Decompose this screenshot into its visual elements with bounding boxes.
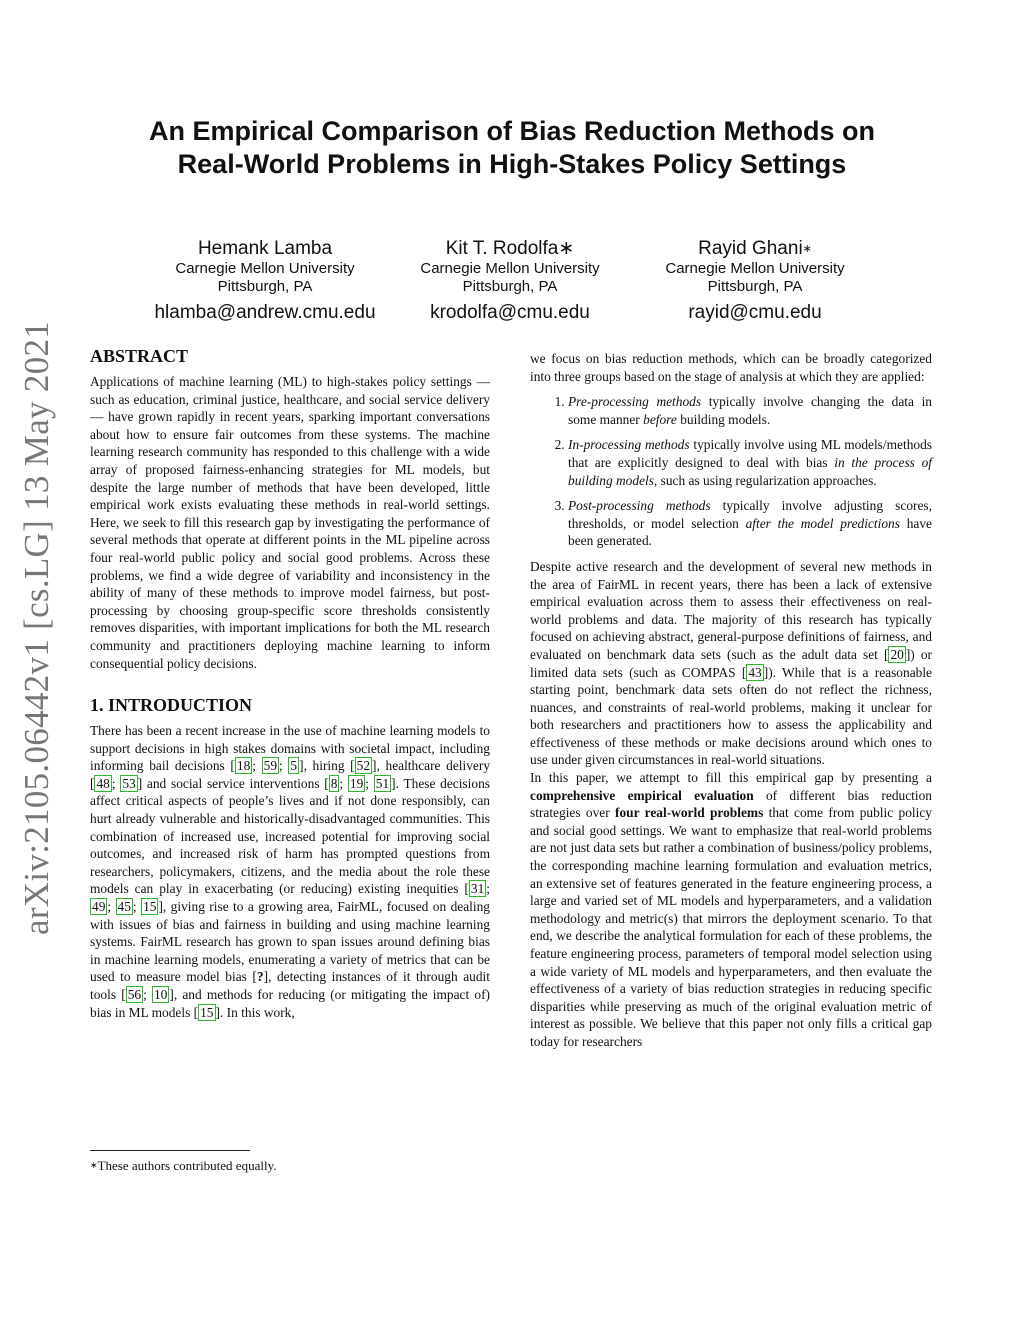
citation-link[interactable]: 20 xyxy=(890,646,904,662)
citation-link[interactable]: 19 xyxy=(349,775,364,791)
introduction-heading: 1. INTRODUCTION xyxy=(90,695,253,716)
text-run: ; xyxy=(252,758,262,774)
author-name: Rayid Ghani xyxy=(698,238,803,259)
methods-intro-paragraph: we focus on bias reduction methods, which can be broadly categorized into three groups based on the stage of analysis at which they are applied: xyxy=(530,351,932,384)
text-run: ], and methods for reducing (or mitigating the impact of) bias in ML models [ xyxy=(90,987,490,1020)
citation-link[interactable]: 52 xyxy=(356,758,371,774)
text-run: typically involve using ML models/methods that are explicitly designed to deal with bias xyxy=(568,437,932,470)
methods-list xyxy=(530,393,932,550)
abstract-heading: ABSTRACT xyxy=(90,346,189,366)
footnote xyxy=(90,1157,490,1174)
text-run: In this paper, we attempt to fill this empirical gap by presenting a xyxy=(530,770,932,786)
author-email[interactable]: krodolfa@cmu.edu xyxy=(430,302,590,323)
footnote-rule xyxy=(90,1150,250,1151)
text-run: ; xyxy=(107,899,116,915)
author-affiliation: Carnegie Mellon University xyxy=(420,260,600,277)
list-item xyxy=(568,393,932,428)
text-run: ]) or limited data sets (such as COMPAS [ xyxy=(530,646,933,680)
text-run: of different bias reduction strategies over xyxy=(530,787,932,821)
citation-link[interactable]: 51 xyxy=(375,775,390,791)
citation-link[interactable]: 59 xyxy=(263,758,278,774)
citation-link[interactable]: 53 xyxy=(122,775,136,791)
author-email[interactable]: rayid@cmu.edu xyxy=(688,302,822,323)
author-block-1 xyxy=(135,238,395,324)
text-run: ]. In this work, xyxy=(215,1004,295,1020)
text-run: ; xyxy=(132,899,142,915)
text-run: ; xyxy=(365,775,374,791)
emphasis: in the process of building models xyxy=(568,454,932,488)
citation-link[interactable]: 10 xyxy=(153,987,168,1002)
bold-phrase: four real-world problems xyxy=(615,805,764,821)
text-run: ] and social service interventions [ xyxy=(137,775,329,791)
text-run: ], healthcare delivery [ xyxy=(90,758,491,791)
text-run: There has been a recent increase in the use of machine learning models to support decisions in high stakes domains with societal impact, including informing bail decisions xyxy=(90,723,490,774)
text-run: , such as using regularization approaches. xyxy=(653,472,877,488)
author-affiliation: Carnegie Mellon University xyxy=(175,260,355,277)
text-run: ; xyxy=(143,987,152,1002)
text-run: [ xyxy=(230,758,235,774)
bold-phrase: comprehensive empirical evaluation xyxy=(530,787,754,803)
emphasis: after the model predictions xyxy=(745,515,900,531)
footnote-text: These authors contributed equally. xyxy=(97,1158,277,1173)
list-item xyxy=(568,497,932,550)
left-column xyxy=(90,345,490,1021)
text-run: have been generated. xyxy=(568,515,932,549)
citation-link[interactable]: 15 xyxy=(143,899,157,915)
citation-link[interactable]: 45 xyxy=(117,899,131,915)
citation-link[interactable]: 18 xyxy=(236,758,251,774)
author-location: Pittsburgh, PA xyxy=(462,278,558,295)
title-line-2: Real-World Problems in High-Stakes Policy Settings xyxy=(177,149,847,179)
author-affiliation: Carnegie Mellon University xyxy=(665,260,845,277)
citation-link[interactable]: 8 xyxy=(330,775,338,791)
list-item xyxy=(568,436,932,489)
author-name: Kit T. Rodolfa xyxy=(445,238,559,259)
arxiv-identifier: arXiv:2105.06442v1 [cs.LG] 13 May 2021 xyxy=(17,320,56,935)
author-block-3 xyxy=(625,238,885,324)
text-run: typically involve adjusting scores, thresholds, or model selection xyxy=(568,498,932,531)
citation-link[interactable]: 48 xyxy=(96,775,110,791)
method-term: Pre-processing methods xyxy=(568,394,702,410)
author-block-2 xyxy=(380,238,640,324)
paper-title xyxy=(0,115,1024,181)
text-run: ]. These decisions affect critical aspects of people’s lives and if not done responsibly, can hurt already vulnerable and historically-disadvantaged communities. This combination of increased use, increased potential for improving social outcomes, and increased risk of harm has prompted questions from researchers, policymakers, citizens, and the media about the role these models can play in exacerbating (or reducing) existing inequities [ xyxy=(90,775,491,897)
motivation-paragraph xyxy=(530,558,932,769)
text-run: typically involve changing the data in some manner xyxy=(568,394,932,427)
abstract-text: Applications of machine learning (ML) to high-stakes policy settings — such as education, criminal justice, healthcare, and social service delivery — have grown rapidly in recent years, sparking important conversations about how to ensure fair outcomes from these systems. The machine learning research community has responded to this challenge with a wide array of proposed fairness-enhancing strategies for ML models, but despite the large number of methods that have been developed, little empirical work exists evaluating these methods in real-world settings. Here, we seek to fill this research gap by investigating the performance of several methods that operate at different points in the ML pipeline across four real-world public policy and social good problems. Across these problems, we find a wide degree of variability and inconsistency in the ability of many of these methods to improve model fairness, but post-processing by choosing group-specific score thresholds consistently removes disparities, with important implications for both the ML research community and practitioners deploying machine learning to inform consequential policy decisions. xyxy=(90,374,490,671)
author-name-line xyxy=(625,238,885,260)
right-column xyxy=(530,350,932,1051)
introduction-paragraph xyxy=(90,722,490,1021)
citation-link[interactable]: 5 xyxy=(290,758,298,774)
text-run: ]). While that is a reasonable starting point, benchmark data sets often do not reflect the richness, nuances, and constraints of real-world problems, making it unclear for both researchers and practitioners how to assess the applicability and effectiveness of these methods or make decisions around which ones to use under given circumstances in real-world situations. xyxy=(530,664,933,768)
text-run: building models. xyxy=(676,411,771,427)
text-run: ; xyxy=(486,881,490,897)
text-run: that come from public policy and social good settings. We want to emphasize that real-world problems are not just data sets but rather a combination of business/policy problems, the corresponding machine learning formulation and evaluation metrics, an extensive set of features generated in the feature engineering process, a large and varied set of ML models and hyperparameters, and a validation methodology and metric(s) that mirrors the deployment scenario. To that end, we describe the analytical formulation for each of these problems, the feature engineering process, parameters of temporal model selection using a wide variety of ML models and hyperparameters, and then evaluate the effectiveness of a variety of bias reduction strategies in reducing specific disparities while preserving as much of the original evaluation metric of interest as possible. We believe that this paper not only fills a critical gap today for researchers xyxy=(530,805,932,1049)
citation-link[interactable]: 31 xyxy=(470,881,485,897)
citation-link[interactable]: 15 xyxy=(200,1004,214,1020)
author-location: Pittsburgh, PA xyxy=(217,278,313,295)
text-run: Despite active research and the development of several new methods in the area of FairML in recent years, there has been a lack of extensive empirical evaluation across them to assess their effectiveness on real-world problems and data. The majority of this research has typically focused on achieving abstract, general-purpose definitions of fairness, and evaluated on benchmark data sets (such as the adult data set [ xyxy=(530,558,932,662)
emphasis: before xyxy=(643,411,677,427)
citation-unresolved: ? xyxy=(256,969,264,985)
contribution-paragraph xyxy=(530,769,932,1051)
author-location: Pittsburgh, PA xyxy=(707,278,803,295)
method-term: Post-processing methods xyxy=(568,498,711,514)
equal-contribution-mark: ∗ xyxy=(558,238,575,259)
text-run: ], giving rise to a growing area, FairML, focused on dealing with issues of bias and fairness in building and using machine learning systems. FairML research has grown to span issues around defining bias in machine learning models, enumerating a variety of metrics that can be used to measure model bias [ xyxy=(90,899,490,985)
text-run: ; xyxy=(339,775,348,791)
method-term: In-processing methods xyxy=(568,437,690,453)
text-run: ], hiring [ xyxy=(299,758,355,774)
citation-link[interactable]: 43 xyxy=(748,664,762,680)
citation-link[interactable]: 49 xyxy=(92,899,106,915)
footnote-mark: ∗ xyxy=(90,1160,98,1170)
text-run: ; xyxy=(111,775,121,791)
title-line-1: An Empirical Comparison of Bias Reduction Methods on xyxy=(148,116,876,146)
author-email[interactable]: hlamba@andrew.cmu.edu xyxy=(154,302,376,323)
text-run: ; xyxy=(279,758,289,774)
author-name-line xyxy=(380,238,640,260)
text-run: ], detecting instances of it through audit tools [ xyxy=(90,969,490,1002)
equal-contribution-mark: ∗ xyxy=(802,243,812,255)
author-name: Hemank Lamba xyxy=(197,238,333,259)
citation-link[interactable]: 56 xyxy=(127,987,142,1002)
